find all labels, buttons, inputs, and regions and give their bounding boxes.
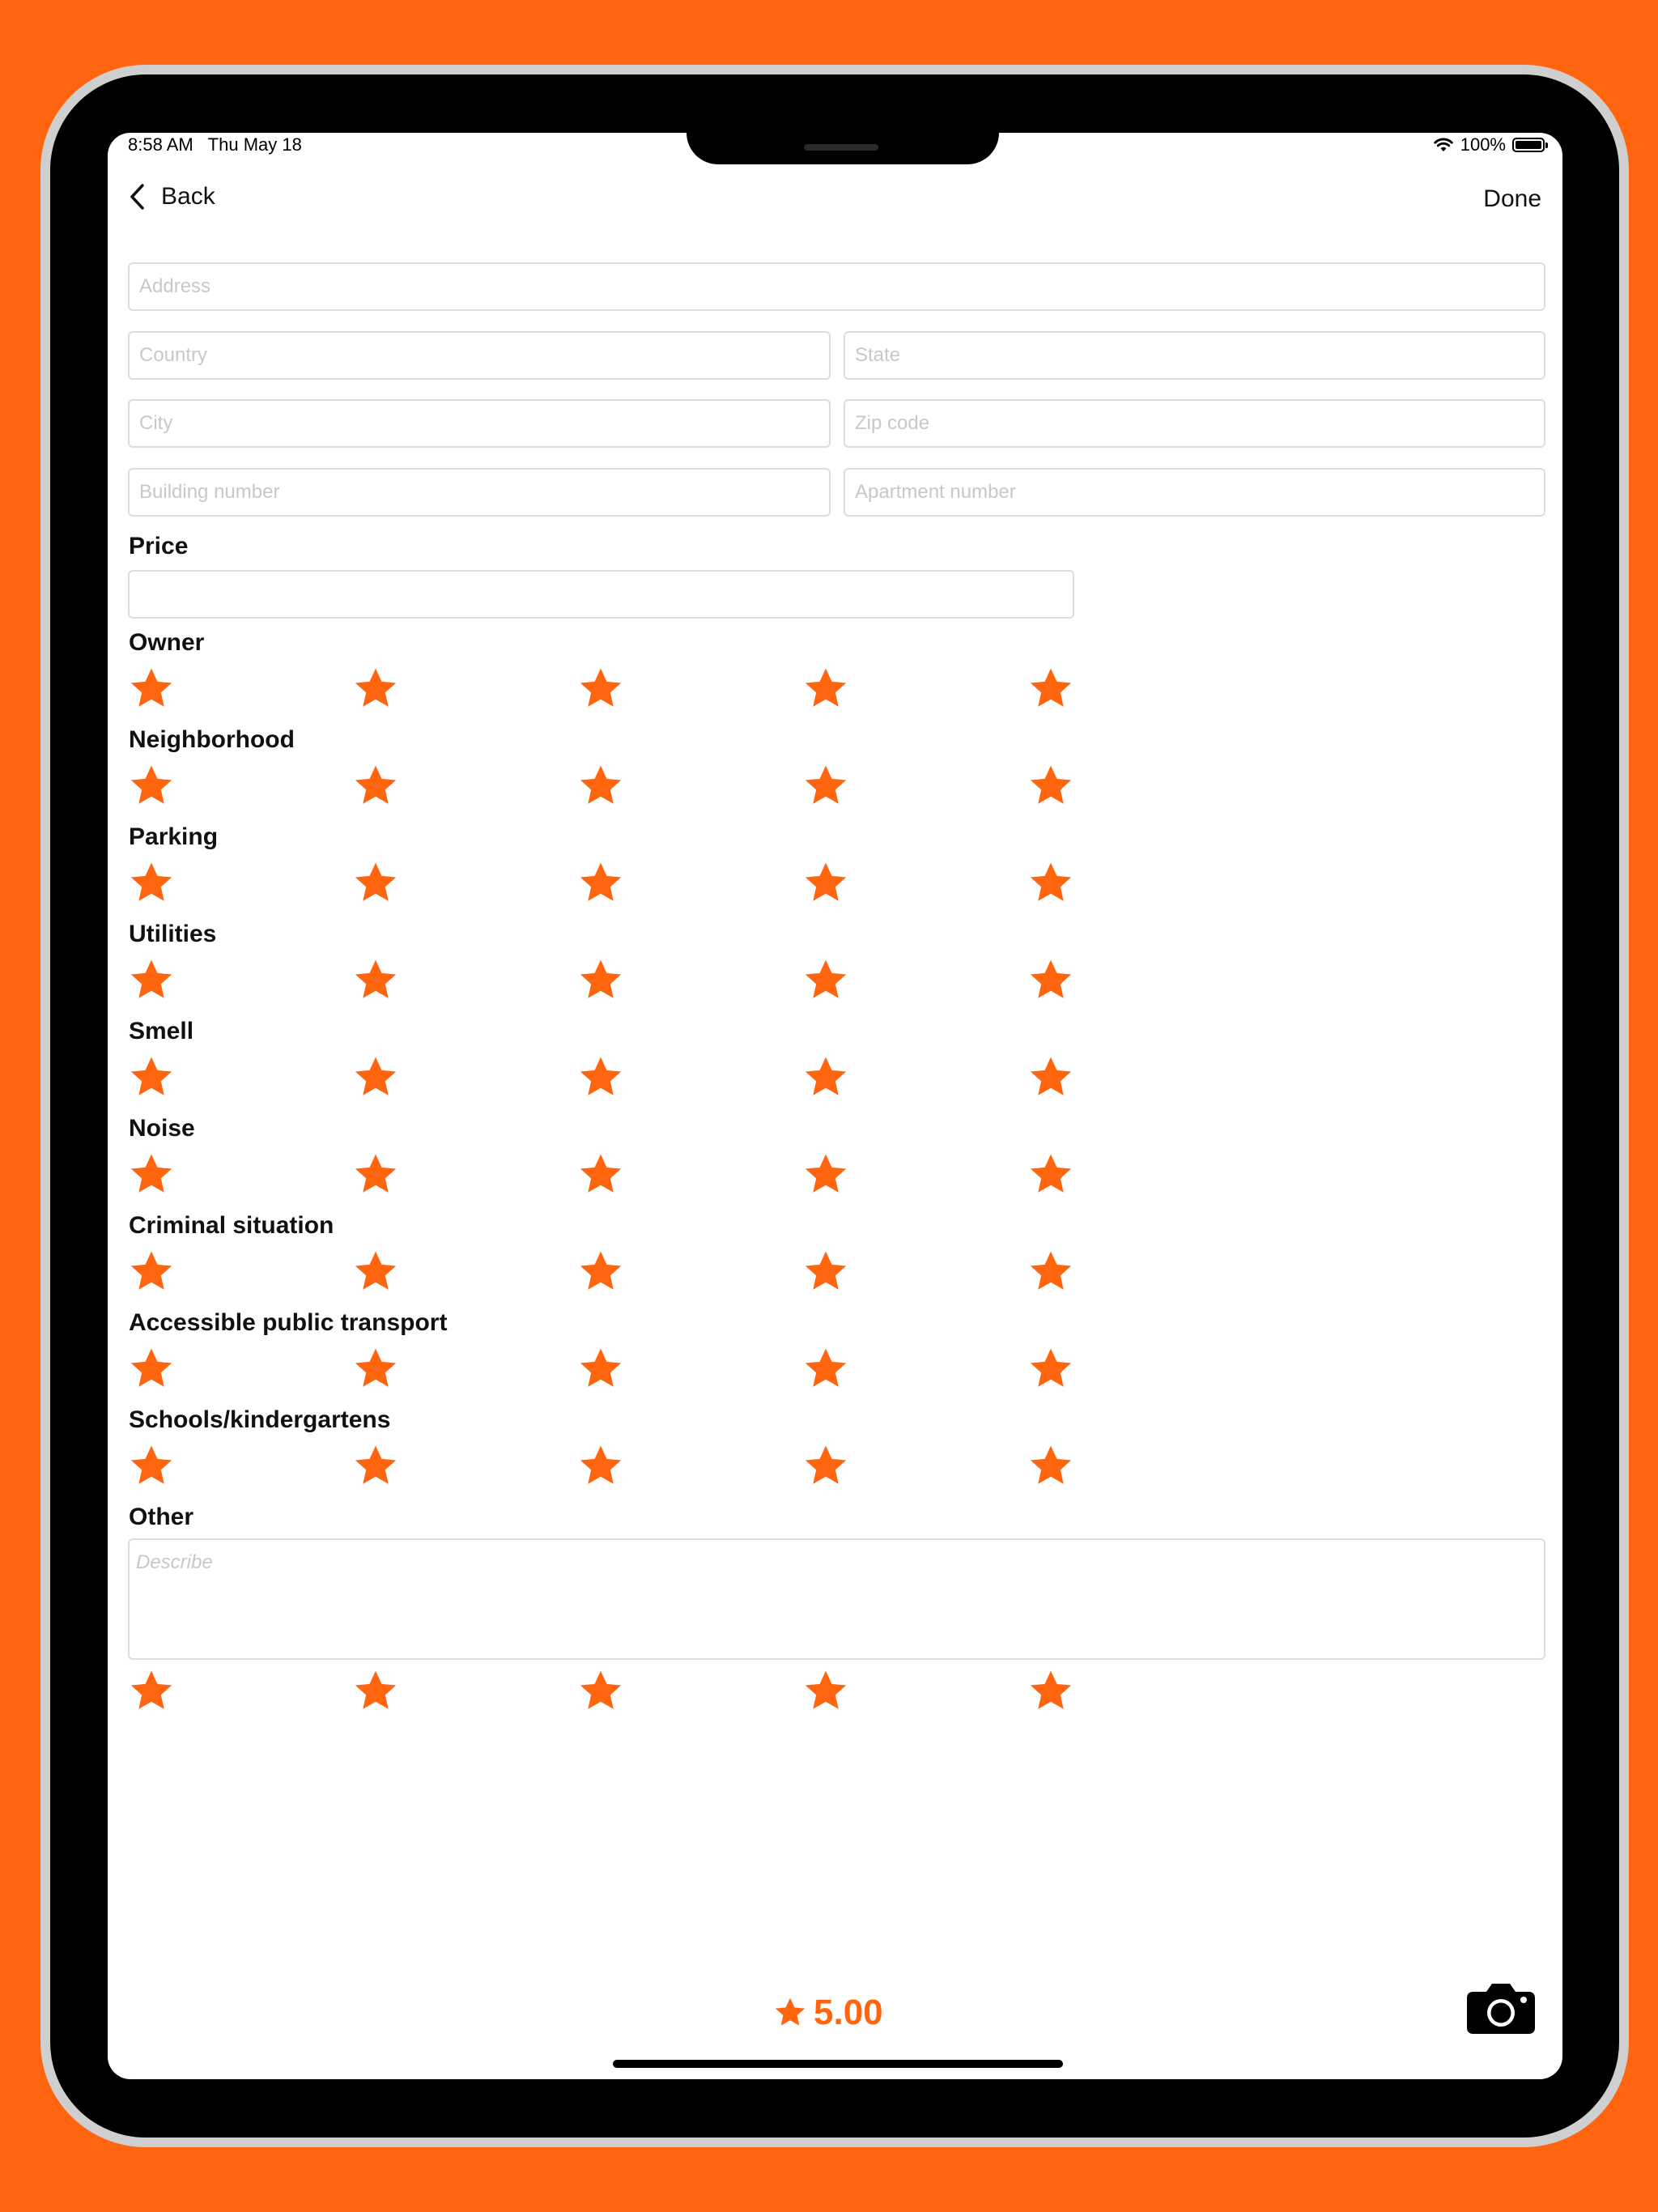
star-rating [108, 1443, 1562, 1491]
rating-label: Accessible public transport [129, 1309, 448, 1336]
star-rating-other [108, 1668, 1562, 1716]
star-4-button[interactable] [802, 1346, 849, 1393]
rating-label: Owner [129, 629, 205, 656]
star-icon [352, 1668, 399, 1715]
star-icon [1027, 666, 1074, 713]
star-icon [1027, 860, 1074, 907]
star-2-button[interactable] [352, 1346, 399, 1393]
star-icon [577, 1249, 624, 1295]
star-icon [577, 1151, 624, 1198]
star-rating [108, 1346, 1562, 1394]
back-label: Back [161, 183, 215, 210]
star-icon [352, 860, 399, 907]
rating-label: Criminal situation [129, 1212, 334, 1239]
star-4-button[interactable] [802, 1668, 849, 1715]
star-icon [352, 1054, 399, 1101]
star-4-button[interactable] [802, 1054, 849, 1101]
star-rating [108, 1249, 1562, 1297]
star-icon [802, 1346, 849, 1393]
rating-label: Utilities [129, 921, 217, 947]
city-input[interactable] [128, 399, 831, 448]
star-3-button[interactable] [577, 1054, 624, 1101]
star-5-button[interactable] [1027, 1249, 1074, 1295]
star-2-button[interactable] [352, 1443, 399, 1490]
star-icon [1027, 1151, 1074, 1198]
rating-label: Noise [129, 1115, 195, 1142]
overall-rating-value: 5.00 [814, 1993, 883, 2032]
star-icon [128, 1249, 175, 1295]
star-3-button[interactable] [577, 1668, 624, 1715]
star-1-button[interactable] [128, 1151, 175, 1198]
app-screen [108, 133, 1562, 2079]
star-1-button[interactable] [128, 666, 175, 713]
star-5-button[interactable] [1027, 957, 1074, 1004]
star-icon [577, 666, 624, 713]
star-icon [1027, 1443, 1074, 1490]
star-4-button[interactable] [802, 763, 849, 810]
star-icon [128, 1346, 175, 1393]
star-icon [128, 1668, 175, 1715]
star-icon [802, 1151, 849, 1198]
star-icon [352, 763, 399, 810]
star-2-button[interactable] [352, 763, 399, 810]
status-time [128, 134, 302, 155]
star-icon [128, 1443, 175, 1490]
star-icon [773, 1996, 807, 2030]
star-icon [577, 1346, 624, 1393]
star-icon [802, 1249, 849, 1295]
star-5-button[interactable] [1027, 1054, 1074, 1101]
battery-icon [1512, 138, 1545, 152]
star-3-button[interactable] [577, 763, 624, 810]
camera-button[interactable] [1465, 1982, 1537, 2035]
star-2-button[interactable] [352, 1668, 399, 1715]
star-5-button[interactable] [1027, 1443, 1074, 1490]
star-icon [577, 1668, 624, 1715]
star-icon [1027, 1668, 1074, 1715]
star-4-button[interactable] [802, 860, 849, 907]
star-5-button[interactable] [1027, 1151, 1074, 1198]
star-1-button[interactable] [128, 1668, 175, 1715]
star-2-button[interactable] [352, 1054, 399, 1101]
chevron-left-icon [129, 183, 145, 211]
star-icon [352, 1151, 399, 1198]
star-icon [352, 1443, 399, 1490]
rating-label: Schools/kindergartens [129, 1406, 391, 1433]
star-icon [1027, 957, 1074, 1004]
star-2-button[interactable] [352, 1249, 399, 1295]
star-5-button[interactable] [1027, 763, 1074, 810]
star-4-button[interactable] [802, 1151, 849, 1198]
star-3-button[interactable] [577, 860, 624, 907]
star-icon [128, 763, 175, 810]
star-icon [352, 1249, 399, 1295]
star-icon [128, 666, 175, 713]
star-3-button[interactable] [577, 1249, 624, 1295]
star-1-button[interactable] [128, 1249, 175, 1295]
address-input[interactable] [128, 262, 1545, 311]
star-4-button[interactable] [802, 666, 849, 713]
rating-label: Smell [129, 1018, 194, 1044]
star-icon [577, 860, 624, 907]
star-rating [108, 1151, 1562, 1200]
star-rating [108, 860, 1562, 908]
star-icon [802, 763, 849, 810]
star-icon [128, 1054, 175, 1101]
star-icon [128, 957, 175, 1004]
apartment-number-input[interactable] [844, 468, 1545, 517]
rating-label: Parking [129, 823, 219, 850]
star-3-button[interactable] [577, 1346, 624, 1393]
star-rating [108, 1054, 1562, 1103]
describe-textarea[interactable] [128, 1538, 1545, 1660]
star-icon [577, 957, 624, 1004]
star-1-button[interactable] [128, 957, 175, 1004]
star-icon [802, 1443, 849, 1490]
star-5-button[interactable] [1027, 860, 1074, 907]
overall-rating [773, 1993, 883, 2033]
star-rating [108, 957, 1562, 1006]
star-icon [352, 957, 399, 1004]
star-icon [352, 1346, 399, 1393]
camera-icon [1465, 1982, 1537, 2035]
star-rating [108, 763, 1562, 811]
star-2-button[interactable] [352, 1151, 399, 1198]
wifi-icon [1433, 137, 1454, 153]
star-5-button[interactable] [1027, 666, 1074, 713]
star-icon [128, 1151, 175, 1198]
star-icon [352, 666, 399, 713]
star-1-button[interactable] [128, 1443, 175, 1490]
star-4-button[interactable] [802, 1249, 849, 1295]
star-icon [577, 763, 624, 810]
star-icon [1027, 763, 1074, 810]
state-input[interactable] [844, 331, 1545, 380]
star-icon [577, 1054, 624, 1101]
star-1-button[interactable] [128, 763, 175, 810]
zip-code-input[interactable] [844, 399, 1545, 448]
star-2-button[interactable] [352, 957, 399, 1004]
star-4-button[interactable] [802, 957, 849, 1004]
price-input[interactable] [128, 570, 1074, 619]
done-button[interactable]: Done [1483, 185, 1541, 212]
other-label: Other [129, 1504, 194, 1530]
home-indicator [613, 2060, 1063, 2068]
star-icon [802, 666, 849, 713]
star-3-button[interactable] [577, 666, 624, 713]
status-indicators [1433, 134, 1545, 155]
star-icon [1027, 1249, 1074, 1295]
star-3-button[interactable] [577, 1443, 624, 1490]
status-date: Thu May 18 [207, 134, 302, 155]
back-button[interactable] [129, 183, 215, 211]
country-input[interactable] [128, 331, 831, 380]
rating-label: Neighborhood [129, 726, 295, 753]
notch-speaker [804, 144, 878, 151]
star-icon [1027, 1346, 1074, 1393]
star-4-button[interactable] [802, 1443, 849, 1490]
star-2-button[interactable] [352, 860, 399, 907]
star-icon [1027, 1054, 1074, 1101]
star-5-button[interactable] [1027, 1668, 1074, 1715]
battery-percent: 100% [1460, 134, 1506, 155]
star-icon [802, 1054, 849, 1101]
star-icon [802, 957, 849, 1004]
star-3-button[interactable] [577, 957, 624, 1004]
star-rating [108, 666, 1562, 714]
star-5-button[interactable] [1027, 1346, 1074, 1393]
star-1-button[interactable] [128, 860, 175, 907]
star-1-button[interactable] [128, 1054, 175, 1101]
star-2-button[interactable] [352, 666, 399, 713]
star-1-button[interactable] [128, 1346, 175, 1393]
star-icon [128, 860, 175, 907]
star-3-button[interactable] [577, 1151, 624, 1198]
building-number-input[interactable] [128, 468, 831, 517]
star-icon [577, 1443, 624, 1490]
star-icon [802, 860, 849, 907]
status-clock: 8:58 AM [128, 134, 193, 155]
price-label: Price [129, 533, 189, 559]
star-icon [802, 1668, 849, 1715]
